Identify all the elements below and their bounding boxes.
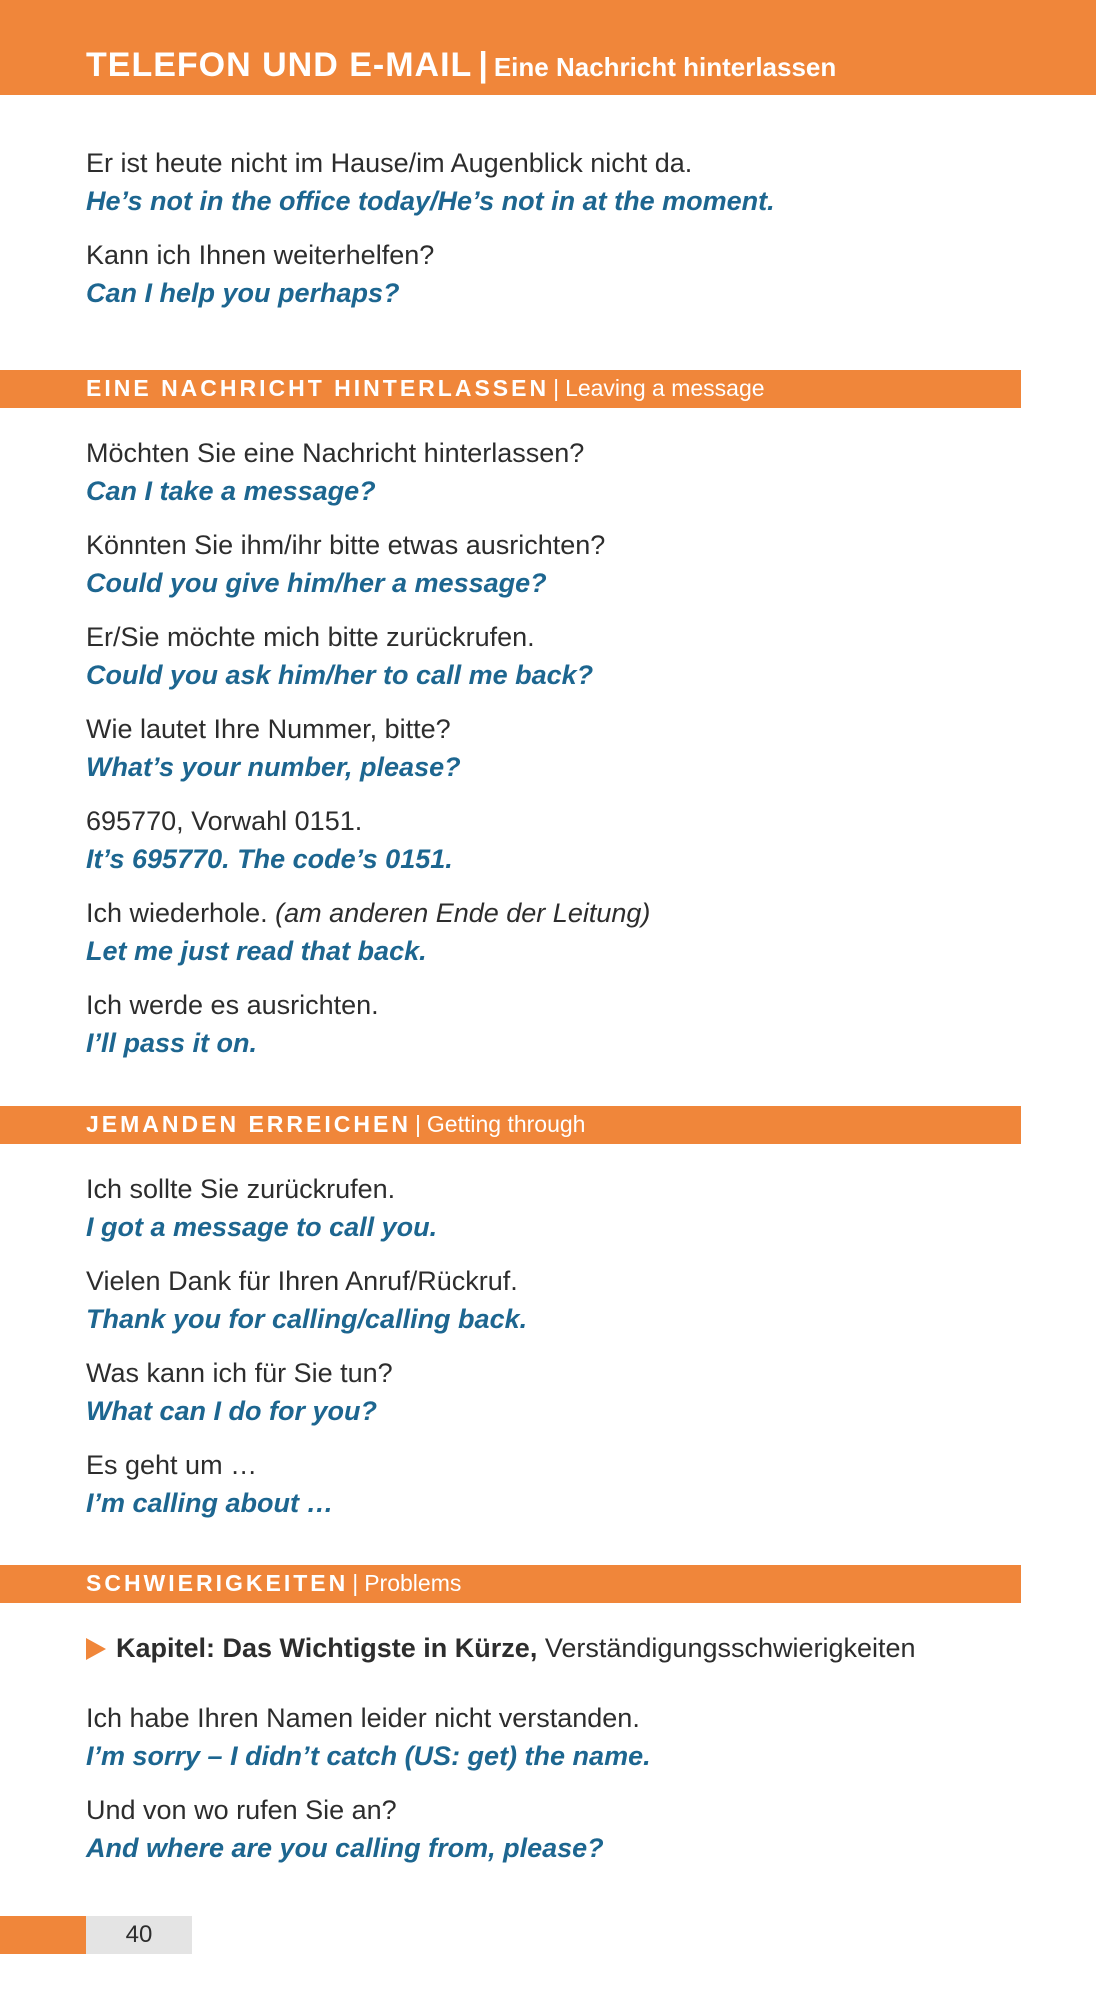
german-phrase xyxy=(86,894,1026,932)
arrow-right-icon xyxy=(86,1638,106,1660)
reference-topic: Verständigungsschwierigkeiten xyxy=(544,1633,916,1663)
german-phrase: Und von wo rufen Sie an? xyxy=(86,1795,397,1825)
english-phrase: It’s 695770. The code’s 0151. xyxy=(86,844,453,874)
english-phrase: Could you give him/her a message? xyxy=(86,568,547,598)
english-phrase: I’m calling about … xyxy=(86,1488,334,1518)
phrase-pair xyxy=(86,1446,1026,1522)
german-phrase-note: (am anderen Ende der Leitung) xyxy=(275,898,651,928)
phrase-pair xyxy=(86,1354,1026,1430)
section-separator: | xyxy=(352,1570,359,1596)
german-phrase: Er/Sie möchte mich bitte zurückrufen. xyxy=(86,622,535,652)
chapter-header-bar xyxy=(0,0,1096,95)
phrase-pair xyxy=(86,1791,1026,1867)
phrase-pair xyxy=(86,236,1026,312)
title-separator: | xyxy=(478,46,488,84)
english-phrase: Let me just read that back. xyxy=(86,936,427,966)
german-phrase: Möchten Sie eine Nachricht hinterlassen? xyxy=(86,438,585,468)
phrase-pair xyxy=(86,144,1026,220)
german-phrase: Könnten Sie ihm/ihr bitte etwas ausrichten? xyxy=(86,530,606,560)
english-phrase: Can I take a message? xyxy=(86,476,376,506)
phrase-pair xyxy=(86,710,1026,786)
section-separator: | xyxy=(553,375,560,401)
chapter-reference[interactable] xyxy=(86,1629,1046,1667)
english-phrase: I’m sorry – I didn’t catch (US: get) the name. xyxy=(86,1741,651,1771)
reference-chapter: Kapitel: Das Wichtigste in Kürze, xyxy=(116,1633,538,1663)
chapter-title-main: TELEFON UND E-MAIL xyxy=(86,46,473,84)
phrase-pair xyxy=(86,618,1026,694)
phrase-pair xyxy=(86,894,1026,970)
section-header-problems xyxy=(0,1565,1021,1603)
english-phrase: I got a message to call you. xyxy=(86,1212,438,1242)
section-header-leaving-message xyxy=(0,370,1021,408)
german-phrase: Er ist heute nicht im Hause/im Augenblick nicht da. xyxy=(86,148,693,178)
english-phrase: I’ll pass it on. xyxy=(86,1028,258,1058)
english-phrase: Thank you for calling/calling back. xyxy=(86,1304,528,1334)
section-label: EINE NACHRICHT HINTERLASSEN xyxy=(86,375,550,401)
phrase-pair xyxy=(86,434,1026,510)
english-phrase: And where are you calling from, please? xyxy=(86,1833,604,1863)
section-subtitle: Problems xyxy=(364,1570,462,1596)
english-phrase: Can I help you perhaps? xyxy=(86,278,400,308)
english-phrase: What can I do for you? xyxy=(86,1396,377,1426)
section-separator: | xyxy=(414,1111,421,1137)
english-phrase: What’s your number, please? xyxy=(86,752,461,782)
english-phrase: He’s not in the office today/He’s not in at the moment. xyxy=(86,186,775,216)
chapter-title-sub: Eine Nachricht hinterlassen xyxy=(493,52,837,82)
chapter-title xyxy=(86,46,836,85)
page-number: 40 xyxy=(86,1916,192,1954)
phrase-pair xyxy=(86,802,1026,878)
german-phrase: Es geht um … xyxy=(86,1450,258,1480)
phrase-pair xyxy=(86,986,1026,1062)
german-phrase: Ich werde es ausrichten. xyxy=(86,990,379,1020)
section-subtitle: Leaving a message xyxy=(565,375,765,401)
phrase-pair xyxy=(86,1699,1026,1775)
german-phrase: Ich habe Ihren Namen leider nicht verstanden. xyxy=(86,1703,640,1733)
phrase-pair xyxy=(86,1262,1026,1338)
german-phrase: Ich sollte Sie zurückrufen. xyxy=(86,1174,396,1204)
phrase-pair xyxy=(86,526,1026,602)
german-phrase-main: Ich wiederhole. xyxy=(86,898,268,928)
section-label: JEMANDEN ERREICHEN xyxy=(86,1111,411,1137)
german-phrase: 695770, Vorwahl 0151. xyxy=(86,806,363,836)
section-subtitle: Getting through xyxy=(426,1111,586,1137)
german-phrase: Wie lautet Ihre Nummer, bitte? xyxy=(86,714,451,744)
phrase-pair xyxy=(86,1170,1026,1246)
german-phrase: Was kann ich für Sie tun? xyxy=(86,1358,393,1388)
german-phrase: Kann ich Ihnen weiterhelfen? xyxy=(86,240,435,270)
section-header-getting-through xyxy=(0,1106,1021,1144)
footer-accent-bar xyxy=(0,1916,86,1954)
english-phrase: Could you ask him/her to call me back? xyxy=(86,660,594,690)
section-label: SCHWIERIGKEITEN xyxy=(86,1570,349,1596)
german-phrase: Vielen Dank für Ihren Anruf/Rückruf. xyxy=(86,1266,518,1296)
